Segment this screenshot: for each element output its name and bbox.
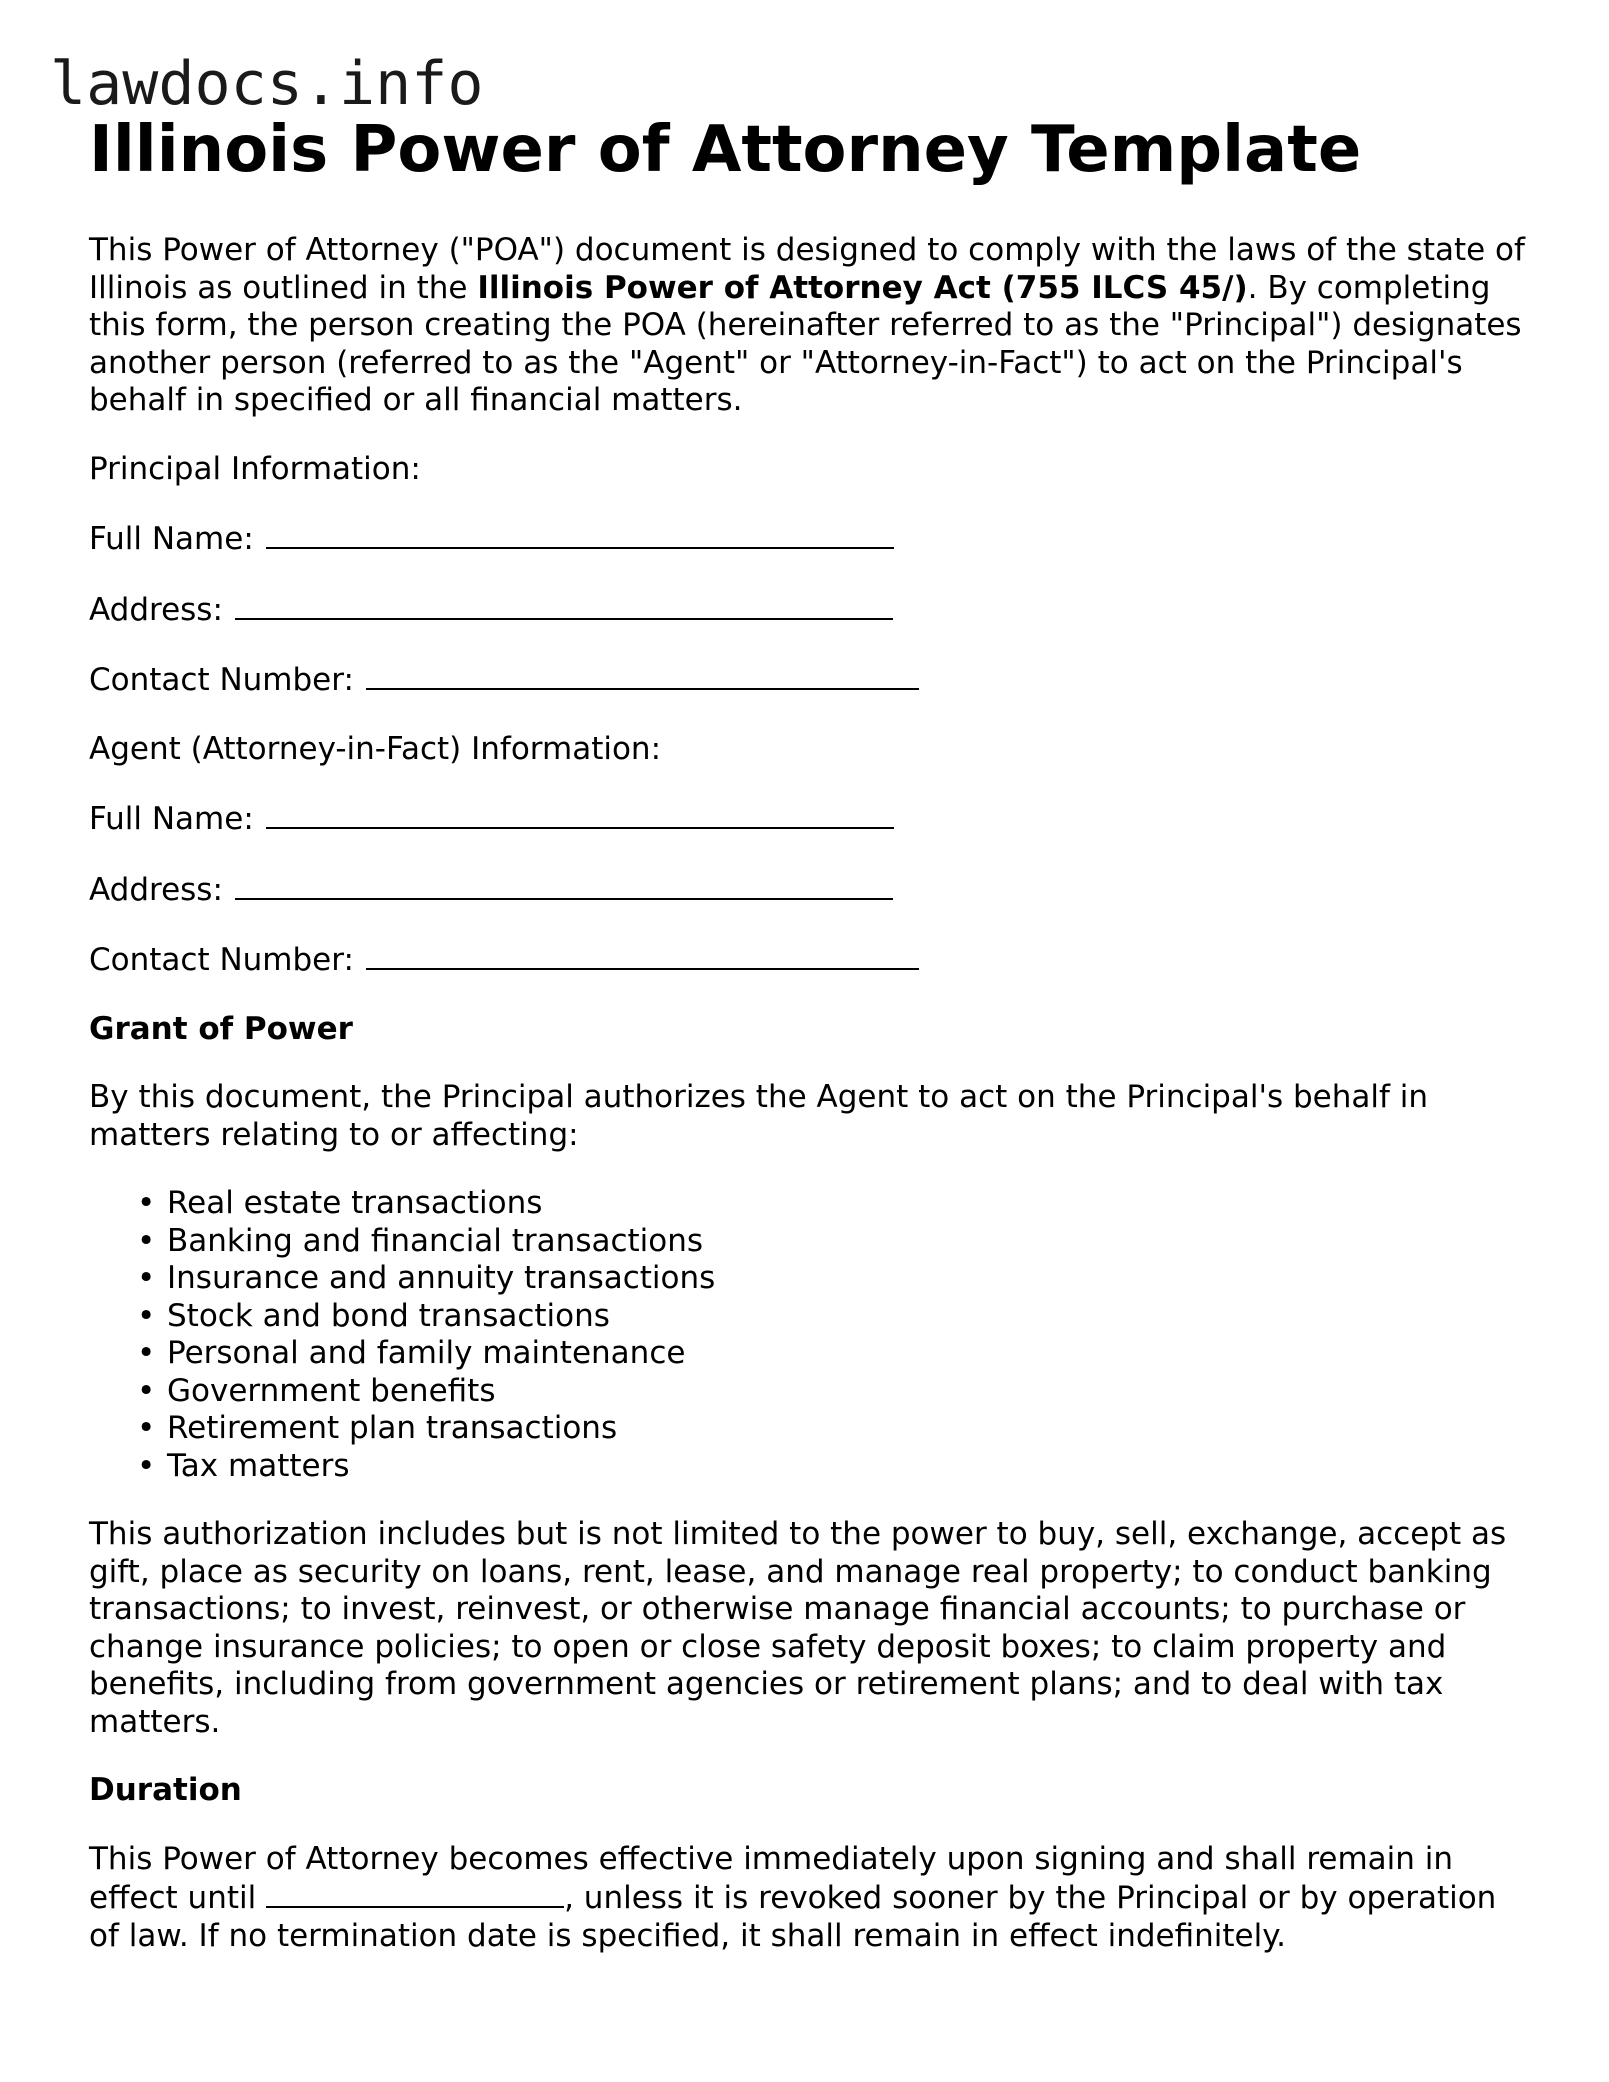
- grant-intro: By this document, the Principal authorizes the Agent to act on the Principal's behalf in matters relating to or affecting:: [89, 1079, 1429, 1153]
- blank-line[interactable]: [266, 519, 894, 549]
- list-item-text: Tax matters: [167, 1447, 350, 1484]
- blank-line[interactable]: [235, 590, 893, 620]
- field-label: Address:: [89, 871, 223, 908]
- act-citation: Illinois Power of Attorney Act (755 ILCS 45/): [477, 269, 1248, 306]
- field-label: Address:: [89, 591, 223, 628]
- list-item-text: Retirement plan transactions: [167, 1410, 618, 1446]
- field-label: Contact Number:: [89, 662, 354, 698]
- list-item-text: Real estate transactions: [167, 1185, 543, 1221]
- bullet-icon: •: [137, 1372, 156, 1409]
- intro-text-start: This Power of Attorney ("POA") document is designed to comply with the laws of the state of Illinois as outlined in the: [89, 232, 1525, 306]
- duration-paragraph: [89, 1841, 1529, 1956]
- termination-date-blank[interactable]: [266, 1878, 564, 1908]
- agent-contact-field[interactable]: [89, 940, 1529, 980]
- field-label: Full Name:: [89, 801, 254, 837]
- bullet-icon: •: [137, 1260, 156, 1296]
- duration-heading: Duration: [89, 1772, 242, 1808]
- principal-heading: Principal Information:: [89, 450, 421, 487]
- bullet-icon: •: [137, 1185, 156, 1221]
- blank-line[interactable]: [366, 940, 919, 970]
- grant-heading: Grant of Power: [89, 1010, 353, 1047]
- intro-paragraph: [89, 232, 1529, 420]
- powers-list: [89, 1185, 1529, 1485]
- principal-full-name-field[interactable]: [89, 519, 1529, 559]
- list-item-text: Insurance and annuity transactions: [167, 1260, 716, 1296]
- blank-line[interactable]: [266, 799, 894, 829]
- document-body: [89, 112, 1529, 1986]
- list-item-text: Government benefits: [167, 1372, 496, 1409]
- list-item-text: Banking and financial transactions: [167, 1222, 704, 1259]
- bullet-icon: •: [137, 1447, 156, 1484]
- field-label: Contact Number:: [89, 942, 354, 978]
- agent-address-field[interactable]: [89, 870, 1529, 910]
- list-item-text: Stock and bond transactions: [167, 1297, 610, 1334]
- blank-line[interactable]: [235, 870, 893, 900]
- list-item: [137, 1297, 1529, 1336]
- list-item: [137, 1335, 1529, 1373]
- list-item: [137, 1260, 1529, 1298]
- list-item: [137, 1410, 1529, 1448]
- page-title: Illinois Power of Attorney Template: [89, 113, 1362, 187]
- bullet-icon: •: [137, 1335, 156, 1371]
- list-item: [137, 1185, 1529, 1223]
- list-item: [137, 1372, 1529, 1411]
- agent-heading: Agent (Attorney-in-Fact) Information:: [89, 730, 662, 767]
- authorization-paragraph: This authorization includes but is not limited to the power to buy, sell, exchange, accept as gift, place as security on loans, rent, lease, and manage real property; to conduct banking transactions; to invest, reinvest, or otherwise manage financial accounts; to purchase or change insurance policies; to open or close safety deposit boxes; to claim property and benefits, including from government agencies or retirement plans; and to deal with tax matters.: [89, 1516, 1507, 1740]
- list-item: [137, 1222, 1529, 1261]
- list-item: [137, 1447, 1529, 1486]
- intro-text-end: . By completing this form, the person creating the POA (hereinafter referred to as the "Principal") designates another person (referred to as the "Agent" or "Attorney-in-Fact") to act on the Principal's behalf in specified or all financial matters.: [89, 269, 1522, 418]
- bullet-icon: •: [137, 1410, 156, 1446]
- bullet-icon: •: [137, 1222, 156, 1259]
- bullet-icon: •: [137, 1297, 156, 1334]
- blank-line[interactable]: [366, 660, 919, 690]
- duration-text-end: , unless it is revoked sooner by the Principal or by operation of law. If no termination date is specified, it shall remain in effect indefinitely.: [89, 1880, 1497, 1954]
- agent-full-name-field[interactable]: [89, 799, 1529, 839]
- field-label: Full Name:: [89, 521, 254, 557]
- principal-contact-field[interactable]: [89, 660, 1529, 700]
- duration-text-start: This Power of Attorney becomes effective immediately upon signing and shall remain in effect until: [89, 1840, 1454, 1916]
- site-watermark: lawdocs.info: [50, 49, 484, 119]
- list-item-text: Personal and family maintenance: [167, 1335, 686, 1371]
- principal-address-field[interactable]: [89, 590, 1529, 630]
